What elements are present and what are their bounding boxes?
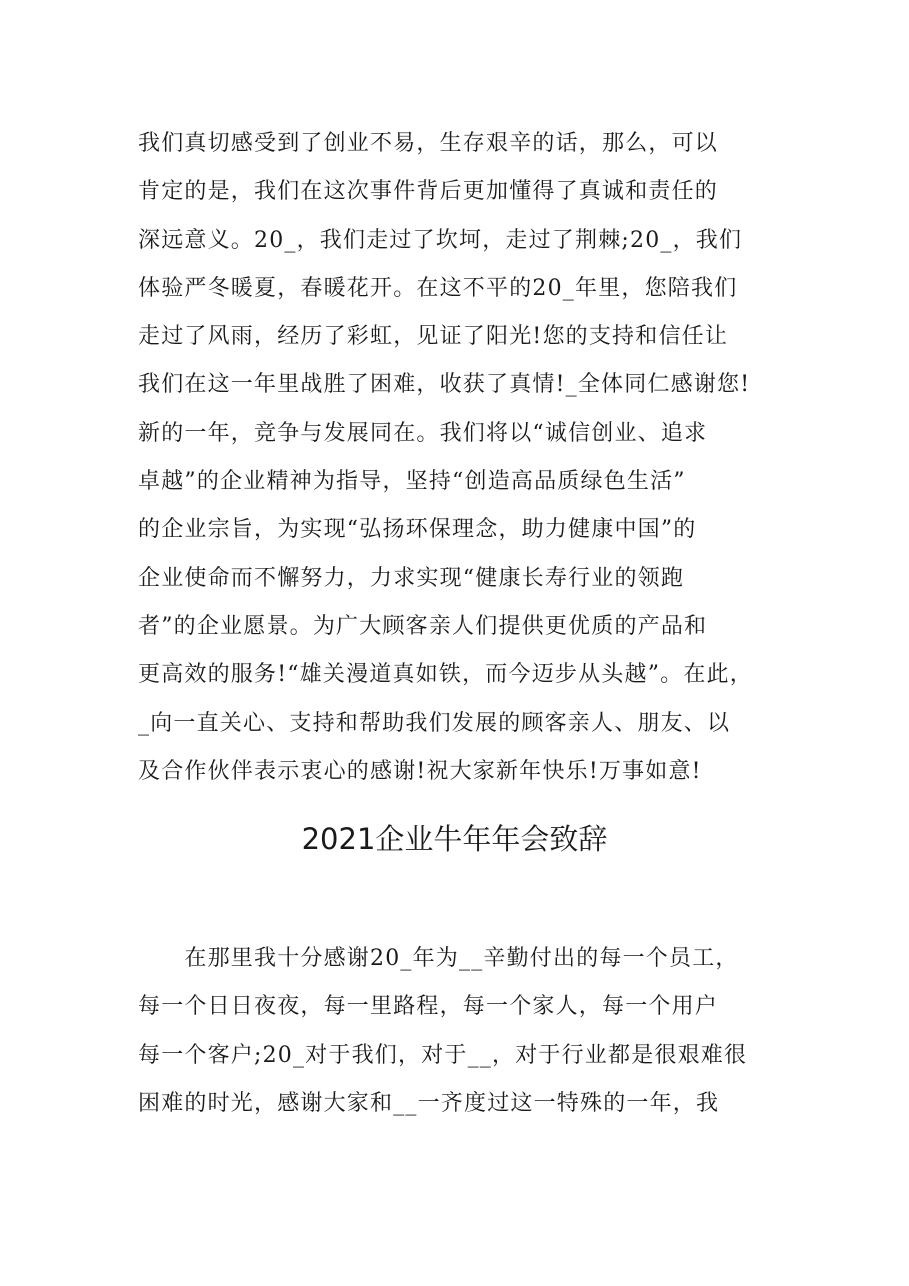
text-line: 我们真切感受到了创业不易，生存艰辛的话，那么，可以 bbox=[138, 131, 719, 156]
document-title: 2021企业牛年年会致辞 bbox=[301, 822, 608, 856]
text-line: 我们在这一年里战胜了困难，收获了真情!_全体同仁感谢您! bbox=[138, 372, 751, 398]
text-line: 新的一年，竞争与发展同在。我们将以“诚信创业、追求 bbox=[138, 420, 708, 446]
text-line: 每一个客户;20_对于我们，对于__，对于行业都是很艰难很 bbox=[138, 1042, 748, 1068]
text-line: 深远意义。20_，我们走过了坎坷，走过了荆棘;20_，我们 bbox=[138, 227, 743, 253]
text-line: 的企业宗旨，为实现“弘扬环保理念，助力健康中国”的 bbox=[138, 517, 697, 543]
text-line: 在那里我十分感谢20_年为__辛勤付出的每一个员工， bbox=[138, 946, 739, 971]
text-line: 走过了风雨，经历了彩虹，见证了阳光!您的支持和信任让 bbox=[138, 324, 729, 350]
text-line: 者”的企业愿景。为广大顾客亲人们提供更优质的产品和 bbox=[138, 613, 708, 639]
text-line: 肯定的是，我们在这次事件背后更加懂得了真诚和责任的 bbox=[138, 179, 719, 205]
text-line: 更高效的服务!“雄关漫道真如铁，而今迈步从头越”。在此， bbox=[138, 662, 753, 688]
text-line: _向一直关心、支持和帮助我们发展的顾客亲人、朋友、以 bbox=[138, 710, 731, 736]
text-line: 卓越”的企业精神为指导，坚持“创造高品质绿色生活” bbox=[138, 469, 686, 495]
text-line: 困难的时光，感谢大家和__一齐度过这一特殊的一年，我 bbox=[138, 1090, 720, 1116]
text-line: 企业使命而不懈努力，力求实现“健康长寿行业的领跑 bbox=[138, 565, 685, 591]
paragraph-1 bbox=[138, 120, 798, 796]
text-line: 每一个日日夜夜，每一里路程，每一个家人，每一个用户 bbox=[138, 994, 719, 1020]
text-line: 及合作伙伴表示衷心的感谢!祝大家新年快乐!万事如意! bbox=[138, 758, 702, 784]
text-line: 体验严冬暖夏，春暖花开。在这不平的20_年里，您陪我们 bbox=[138, 275, 738, 301]
paragraph-2 bbox=[138, 935, 798, 1128]
